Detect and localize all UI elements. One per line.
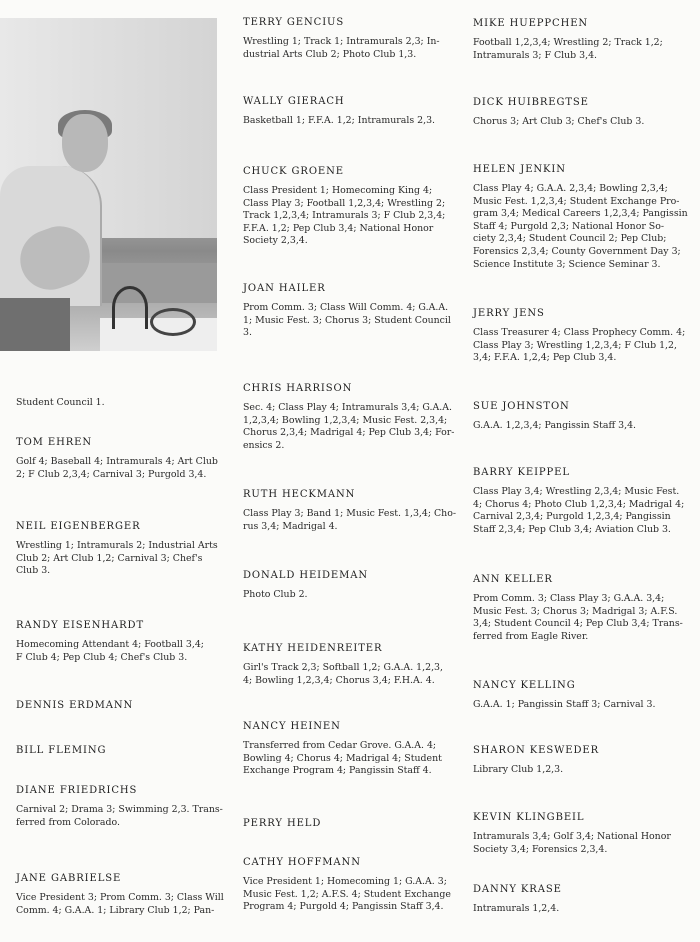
- activity-line: Prom Comm. 3; Class Play 3; G.A.A. 3,4;: [473, 593, 665, 604]
- senior-name: SHARON KESWEDER: [473, 745, 599, 756]
- activity-line: Transferred from Cedar Grove. G.A.A. 4;: [243, 740, 437, 751]
- activities: [16, 456, 218, 481]
- activity-line: ciety 2,3,4; Student Council 2; Pep Club;: [473, 233, 667, 245]
- activity-line: Exchange Program 4; Pangissin Staff 4.: [243, 765, 432, 777]
- senior-name: DENNIS ERDMANN: [16, 700, 134, 711]
- activity-line: Class Play 3; Football 1,2,3,4; Wrestling 2;: [243, 197, 446, 209]
- senior-entry-krase: [473, 884, 562, 916]
- senior-name: JANE GABRIELSE: [16, 873, 122, 884]
- activity-line: 3,4; F.F.A. 1,2,4; Pep Club 3,4.: [473, 352, 617, 364]
- activities: [16, 804, 223, 829]
- activities: [16, 397, 105, 410]
- activity-line: Golf 4; Baseball 4; Intramurals 4; Art Club: [16, 456, 218, 467]
- activity-line: Science Institute 3; Science Seminar 3.: [473, 258, 661, 270]
- senior-entry-hueppchen: [473, 18, 663, 62]
- activity-line: Bowling 4; Chorus 4; Madrigal 4; Student: [243, 752, 442, 764]
- senior-entry-gabrielse: [16, 873, 224, 917]
- activity-line: Chorus 3; Art Club 3; Chef's Club 3.: [473, 116, 645, 127]
- activity-line: ferred from Colorado.: [16, 816, 120, 828]
- senior-name: NANCY KELLING: [473, 680, 576, 691]
- activity-line: G.A.A. 1; Pangissin Staff 3; Carnival 3.: [473, 699, 656, 710]
- senior-name: JERRY JENS: [473, 308, 545, 319]
- activity-line: Carnival 2; Drama 3; Swimming 2,3. Trans-: [16, 804, 223, 815]
- senior-name: RANDY EISENHARDT: [16, 620, 145, 631]
- activity-line: Wrestling 1; Intramurals 2; Industrial Arts: [16, 540, 218, 551]
- activity-line: Student Council 1.: [16, 397, 105, 408]
- activity-line: Club 2; Art Club 1,2; Carnival 3; Chef's: [16, 552, 203, 564]
- activities: [243, 185, 445, 248]
- senior-name: DICK HUIBREGTSE: [473, 97, 589, 108]
- activities: [243, 662, 443, 687]
- activity-line: Wrestling 1; Track 1; Intramurals 2,3; In-: [243, 36, 440, 47]
- senior-entry-friedrichs: [16, 785, 223, 829]
- senior-name: KATHY HEIDENREITER: [243, 643, 383, 654]
- senior-name: TERRY GENCIUS: [243, 17, 345, 28]
- activity-line: Society 2,3,4.: [243, 235, 308, 247]
- activities: [243, 876, 451, 914]
- activities: [473, 593, 683, 643]
- activity-line: 3.: [243, 327, 252, 339]
- activities: [243, 302, 451, 340]
- senior-name: PERRY HELD: [243, 818, 322, 829]
- senior-name: RUTH HECKMANN: [243, 489, 356, 500]
- senior-name: SUE JOHNSTON: [473, 401, 570, 412]
- senior-entry-heckmann: [243, 489, 456, 533]
- activity-line: Staff 2,3,4; Pep Club 3,4; Aviation Club 3.: [473, 523, 671, 535]
- activity-line: Comm. 4; G.A.A. 1; Library Club 1,2; Pan-: [16, 904, 215, 916]
- activities: [473, 183, 688, 271]
- senior-entry-carryover: [16, 397, 105, 410]
- senior-entry-eisenhardt: [16, 620, 204, 664]
- photo-student-head: [62, 114, 108, 172]
- senior-entry-jenkin: [473, 164, 688, 271]
- activity-line: Prom Comm. 3; Class Will Comm. 4; G.A.A.: [243, 302, 449, 313]
- activity-line: Girl's Track 2,3; Softball 1,2; G.A.A. 1,2,3,: [243, 662, 443, 673]
- activity-line: F Club 4; Pep Club 4; Chef's Club 3.: [16, 651, 188, 663]
- activity-line: Class Play 3; Band 1; Music Fest. 1,3,4; Cho-: [243, 508, 457, 519]
- senior-entry-keippel: [473, 467, 684, 536]
- activities: [243, 589, 368, 602]
- senior-entry-kesweder: [473, 745, 599, 777]
- activities: [473, 831, 671, 856]
- activity-line: 4; Chorus 4; Photo Club 1,2,3,4; Madrigal 4;: [473, 498, 685, 510]
- senior-entry-huibregtse: [473, 97, 644, 129]
- activity-line: Library Club 1,2,3.: [473, 764, 564, 775]
- activity-line: G.A.A. 1,2,3,4; Pangissin Staff 3,4.: [473, 420, 637, 431]
- activities: [243, 740, 442, 778]
- senior-entry-fleming: [16, 745, 106, 756]
- activity-line: Forensics 2,3,4; County Government Day 3;: [473, 245, 681, 257]
- senior-name: JOAN HAILER: [243, 283, 326, 294]
- senior-name: KEVIN KLINGBEIL: [473, 812, 585, 823]
- senior-name: MIKE HUEPPCHEN: [473, 18, 589, 29]
- activity-line: Track 1,2,3,4; Intramurals 3; F Club 2,3,4;: [243, 210, 446, 222]
- activity-line: F.F.A. 1,2; Pep Club 3,4; National Honor: [243, 222, 434, 234]
- senior-entry-gencius: [243, 17, 440, 61]
- senior-name: NEIL EIGENBERGER: [16, 521, 141, 532]
- activity-line: Class President 1; Homecoming King 4;: [243, 185, 433, 196]
- senior-entry-ehren: [16, 437, 218, 481]
- activity-line: Program 4; Purgold 4; Pangissin Staff 3,4.: [243, 901, 444, 913]
- activity-line: dustrial Arts Club 2; Photo Club 1,3.: [243, 48, 417, 60]
- activity-line: Society 3,4; Forensics 2,3,4.: [473, 843, 608, 855]
- senior-entry-heinen: [243, 721, 442, 778]
- student-photo: [0, 18, 217, 351]
- activity-line: 3,4; Student Council 4; Pep Club 3,4; Trans-: [473, 618, 683, 630]
- activity-line: ferred from Eagle River.: [473, 630, 589, 642]
- senior-name: DIANE FRIEDRICHS: [16, 785, 138, 796]
- photo-apparatus-coil: [150, 308, 196, 336]
- activity-line: Photo Club 2.: [243, 589, 308, 600]
- activity-line: Vice President 1; Homecoming 1; G.A.A. 3;: [243, 876, 447, 887]
- activity-line: 2; F Club 2,3,4; Carnival 3; Purgold 3,4.: [16, 468, 207, 480]
- activity-line: ensics 2.: [243, 439, 285, 451]
- activity-line: 1; Music Fest. 3; Chorus 3; Student Council: [243, 314, 451, 326]
- senior-entry-jens: [473, 308, 685, 365]
- senior-name: WALLY GIERACH: [243, 96, 345, 107]
- senior-entry-keller: [473, 574, 683, 643]
- activity-line: Basketball 1; F.F.A. 1,2; Intramurals 2,3.: [243, 115, 436, 126]
- senior-entry-groene: [243, 166, 445, 248]
- senior-name: BARRY KEIPPEL: [473, 467, 570, 478]
- senior-name: HELEN JENKIN: [473, 164, 566, 175]
- activity-line: Staff 4; Purgold 2,3; National Honor So-: [473, 220, 665, 232]
- activities: [473, 116, 644, 129]
- activities: [473, 486, 684, 536]
- senior-entry-held: [243, 818, 321, 829]
- activity-line: Sec. 4; Class Play 4; Intramurals 3,4; G.A.A.: [243, 402, 452, 413]
- activity-line: Class Play 3; Wrestling 1,2,3,4; F Club 1,2,: [473, 339, 677, 351]
- activities: [243, 508, 456, 533]
- activity-line: Intramurals 1,2,4.: [473, 903, 560, 914]
- activity-line: Vice President 3; Prom Comm. 3; Class Will: [16, 892, 224, 903]
- activity-line: Class Treasurer 4; Class Prophecy Comm. 4;: [473, 327, 686, 338]
- activity-line: Chorus 2,3,4; Madrigal 4; Pep Club 3,4; For-: [243, 427, 455, 439]
- senior-entry-erdmann: [16, 700, 133, 711]
- activities: [243, 402, 454, 452]
- senior-name: CHRIS HARRISON: [243, 383, 353, 394]
- senior-entry-hailer: [243, 283, 451, 340]
- senior-entry-hoffmann: [243, 857, 451, 914]
- activity-line: Class Play 3,4; Wrestling 2,3,4; Music Fest.: [473, 486, 680, 497]
- activity-line: 1,2,3,4; Bowling 1,2,3,4; Music Fest. 2,3,4;: [243, 414, 448, 426]
- photo-student-legs: [0, 298, 70, 351]
- senior-entry-harrison: [243, 383, 454, 452]
- activities: [473, 764, 599, 777]
- senior-name: TOM EHREN: [16, 437, 92, 448]
- activities: [243, 36, 440, 61]
- activities: [16, 892, 224, 917]
- activity-line: Music Fest. 3; Chorus 3; Madrigal 3; A.F.S.: [473, 605, 678, 617]
- senior-entry-gierach: [243, 96, 435, 128]
- senior-name: NANCY HEINEN: [243, 721, 341, 732]
- activity-line: Football 1,2,3,4; Wrestling 2; Track 1,2;: [473, 37, 663, 48]
- activity-line: rus 3,4; Madrigal 4.: [243, 520, 338, 532]
- activity-line: Club 3.: [16, 565, 51, 577]
- activities: [473, 420, 636, 433]
- senior-entry-eigenberger: [16, 521, 218, 578]
- activities: [473, 699, 655, 712]
- activity-line: Carnival 2,3,4; Purgold 1,2,3,4; Pangissin: [473, 511, 671, 523]
- senior-name: ANN KELLER: [473, 574, 553, 585]
- activities: [473, 37, 663, 62]
- senior-entry-heidenreiter: [243, 643, 443, 687]
- senior-entry-kelling: [473, 680, 655, 712]
- senior-name: CHUCK GROENE: [243, 166, 344, 177]
- activity-line: Intramurals 3; F Club 3,4.: [473, 49, 598, 61]
- activity-line: Homecoming Attendant 4; Football 3,4;: [16, 639, 204, 650]
- senior-name: CATHY HOFFMANN: [243, 857, 361, 868]
- senior-entry-klingbeil: [473, 812, 671, 856]
- activities: [473, 327, 685, 365]
- senior-entry-heideman: [243, 570, 368, 602]
- activities: [243, 115, 435, 128]
- activity-line: 4; Bowling 1,2,3,4; Chorus 3,4; F.H.A. 4.: [243, 674, 435, 686]
- activities: [16, 639, 204, 664]
- activity-line: Music Fest. 1,2,3,4; Student Exchange Pro-: [473, 195, 680, 207]
- activities: [16, 540, 218, 578]
- senior-name: DANNY KRASE: [473, 884, 562, 895]
- senior-name: DONALD HEIDEMAN: [243, 570, 369, 581]
- activity-line: Intramurals 3,4; Golf 3,4; National Honor: [473, 831, 671, 842]
- photo-apparatus: [112, 286, 148, 329]
- photo-lab-table: [90, 263, 217, 303]
- activity-line: gram 3,4; Medical Careers 1,2,3,4; Pangissin: [473, 208, 688, 220]
- senior-name: BILL FLEMING: [16, 745, 107, 756]
- activity-line: Music Fest. 1,2; A.F.S. 4; Student Exchange: [243, 888, 451, 900]
- senior-entry-johnston: [473, 401, 636, 433]
- activity-line: Class Play 4; G.A.A. 2,3,4; Bowling 2,3,4;: [473, 183, 668, 194]
- activities: [473, 903, 562, 916]
